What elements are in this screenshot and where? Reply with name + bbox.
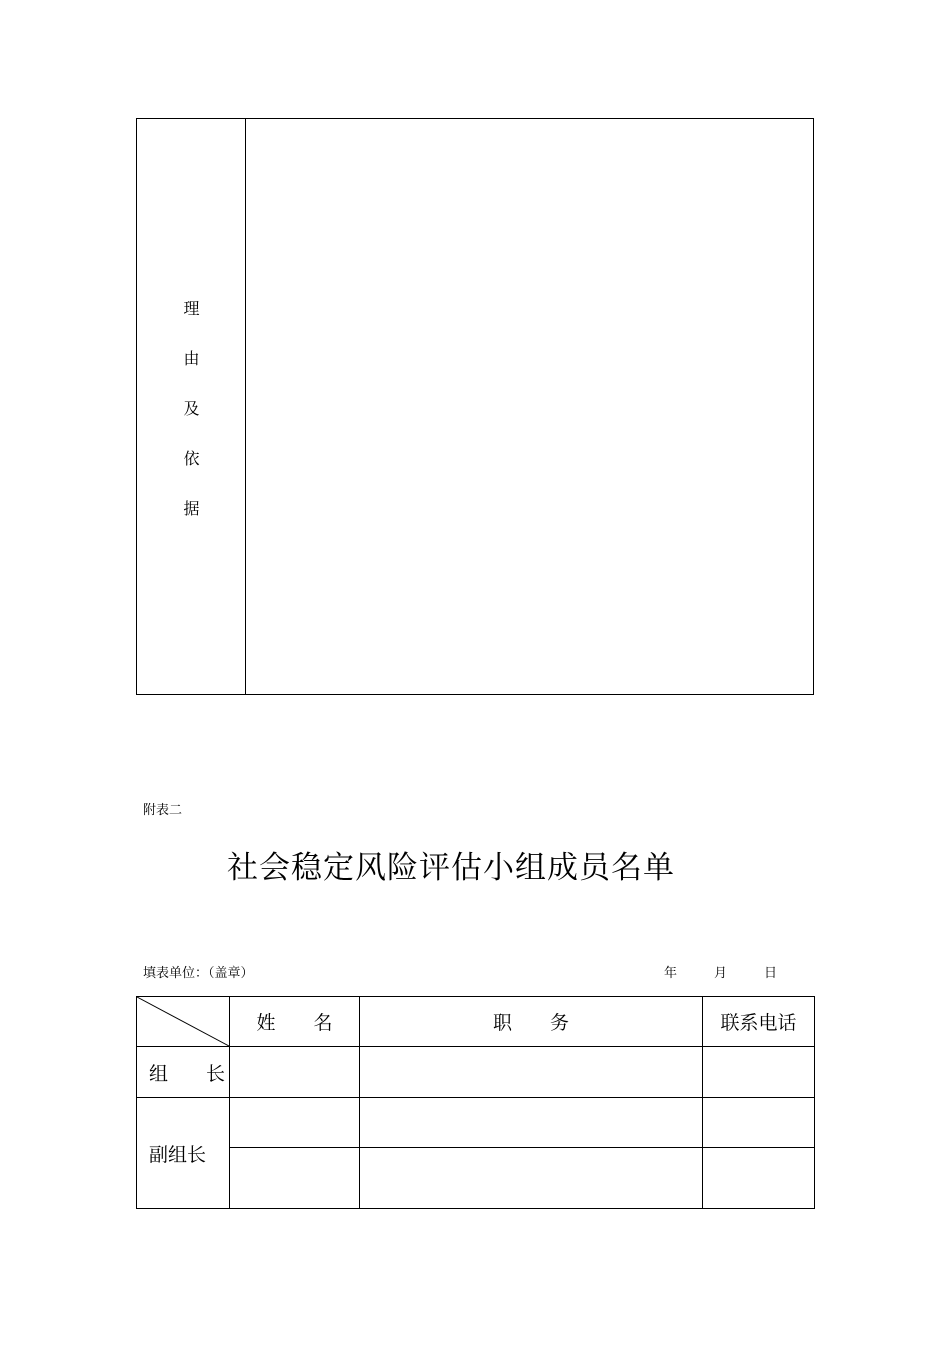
table-header-row bbox=[137, 997, 815, 1047]
name-cell[interactable] bbox=[230, 1098, 360, 1148]
table-row bbox=[137, 1047, 815, 1098]
diagonal-header-cell bbox=[137, 997, 230, 1047]
diagonal-line bbox=[137, 997, 229, 1046]
deputy-leader-label: 副组长 bbox=[137, 1098, 230, 1209]
phone-cell[interactable] bbox=[703, 1148, 815, 1209]
date-month-label: 月 bbox=[714, 966, 728, 981]
reason-table bbox=[136, 118, 814, 695]
phone-cell[interactable] bbox=[703, 1047, 815, 1098]
name-cell[interactable] bbox=[230, 1148, 360, 1209]
phone-cell[interactable] bbox=[703, 1098, 815, 1148]
page-title: 社会稳定风险评估小组成员名单 bbox=[227, 850, 675, 886]
fill-unit-label: 填表单位：（盖章） bbox=[143, 966, 254, 981]
header-position: 职 务 bbox=[360, 997, 703, 1047]
position-cell[interactable] bbox=[360, 1148, 703, 1209]
position-cell[interactable] bbox=[360, 1098, 703, 1148]
member-table bbox=[136, 996, 815, 1209]
reason-label-char: 理 bbox=[183, 299, 200, 318]
header-name: 姓 名 bbox=[230, 997, 360, 1047]
reason-label-char: 依 bbox=[183, 449, 200, 468]
table-row bbox=[137, 1148, 815, 1209]
date-year-label: 年 bbox=[664, 966, 678, 981]
position-cell[interactable] bbox=[360, 1047, 703, 1098]
table-row bbox=[137, 1098, 815, 1148]
name-cell[interactable] bbox=[230, 1047, 360, 1098]
reason-label-char: 据 bbox=[183, 499, 200, 518]
reason-label-column bbox=[137, 119, 246, 694]
reason-label-char: 由 bbox=[183, 349, 200, 368]
fill-info-line bbox=[143, 962, 783, 982]
date-day-label: 日 bbox=[764, 966, 778, 981]
attachment-label: 附表二 bbox=[143, 803, 183, 818]
reason-content-cell[interactable] bbox=[246, 119, 813, 694]
leader-label: 组 长 bbox=[137, 1047, 230, 1098]
reason-label-char: 及 bbox=[183, 399, 200, 418]
header-phone: 联系电话 bbox=[703, 997, 815, 1047]
